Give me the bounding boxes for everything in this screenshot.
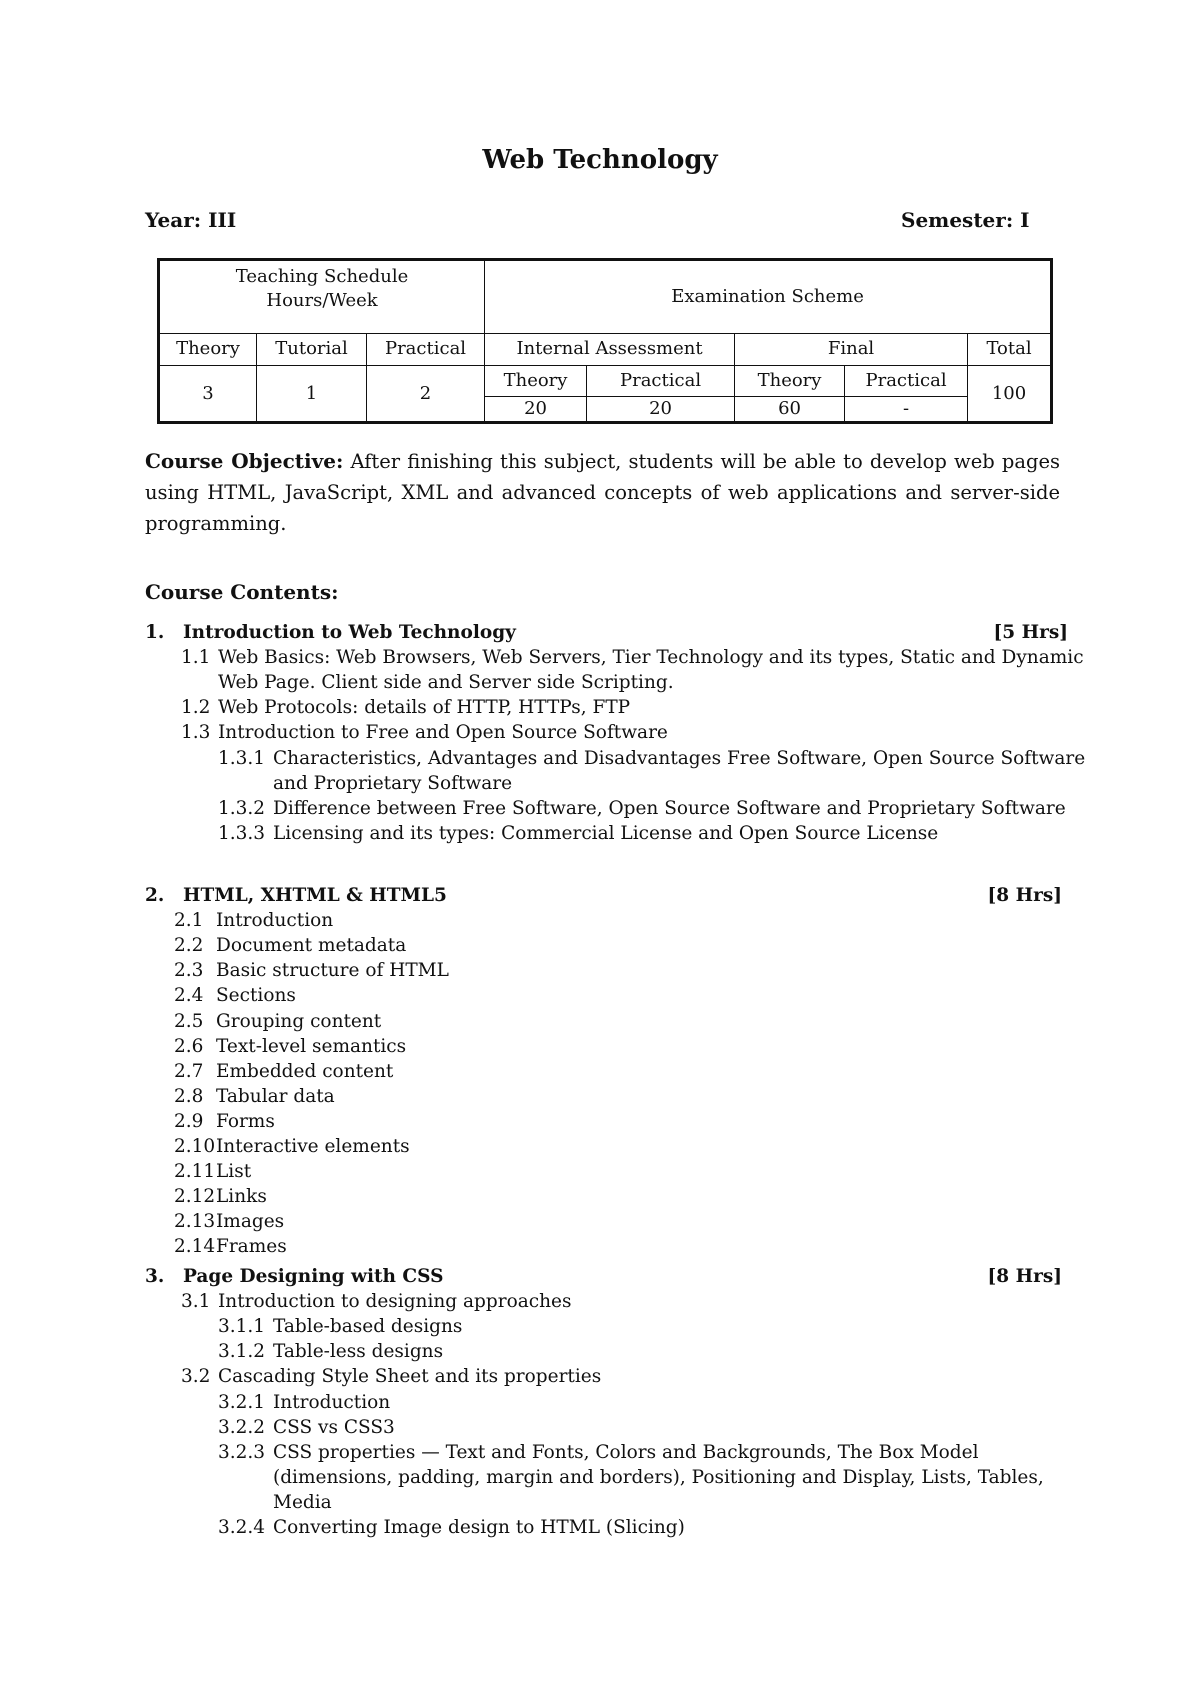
content-item [181,1364,601,1389]
content-item [218,1339,443,1364]
item-text: Tabular data [216,1085,335,1107]
item-text: Characteristics, Advantages and Disadvantages Free Software, Open Source Software [273,747,1086,769]
content-item [218,746,1085,771]
unit-number: 1. [145,622,165,643]
unit-hours: [8 Hrs] [987,885,1062,906]
content-item [218,1440,979,1465]
item-text: Table-based designs [273,1316,463,1338]
item-text: and Proprietary Software [273,772,513,794]
content-item [174,1209,284,1234]
course-objective-label: Course Objective: [145,449,344,473]
item-text: Introduction [273,1391,391,1413]
course-objective [145,446,1060,539]
item-text: Introduction to Free and Open Source Software [218,722,668,744]
item-number: 1.3 [181,722,211,744]
unit-hours: [8 Hrs] [987,1266,1062,1287]
internal-assessment-header: Internal Assessment [485,334,735,366]
course-objective-line-1: After finishing this subject, students will be able to develop web pages using [145,450,1060,504]
item-text: Media [273,1491,332,1513]
course-objective-line-3: programming. [145,512,287,535]
item-text: Links [216,1186,267,1208]
item-number: 3.1.2 [218,1341,266,1363]
item-text: Grouping content [216,1010,382,1032]
content-item [181,695,630,720]
content-item [174,1109,275,1134]
unit-heading [145,1264,443,1289]
tutorial-header: Tutorial [257,334,367,366]
item-number: 2.13 [174,1211,216,1233]
item-number: 3.1.1 [218,1316,266,1338]
content-item [174,1034,406,1059]
content-item [273,1465,1044,1490]
item-number: 3.2.3 [218,1441,266,1463]
item-number: 2.8 [174,1085,204,1107]
final-practical-header: Practical [845,366,968,397]
item-text: Images [216,1211,285,1233]
content-item [218,821,938,846]
content-item [273,771,512,796]
item-number: 2.7 [174,1060,204,1082]
content-item [174,908,333,933]
item-number: 3.2.1 [218,1391,266,1413]
item-number: 2.10 [174,1136,216,1157]
item-number: 3.1 [181,1291,211,1313]
content-item [181,720,668,745]
item-text: Document metadata [216,935,407,957]
content-item [174,983,296,1008]
content-item [174,1059,393,1084]
content-item [174,1234,287,1259]
theory-hours-cell: 3 [159,366,257,423]
page-title: Web Technology [482,145,718,175]
course-objective-line-2: HTML, JavaScript, XML and advanced concepts of web applications and server-side [207,481,1060,504]
year-label: Year: III [145,208,237,232]
course-contents-heading: Course Contents: [145,580,339,604]
content-item [174,1134,410,1159]
item-number: 2.12 [174,1186,216,1208]
item-text: Cascading Style Sheet and its properties [218,1366,602,1388]
total-marks-cell: 100 [968,366,1052,423]
item-text: Table-less designs [273,1341,444,1363]
item-text: Introduction to designing approaches [218,1291,572,1313]
item-text: Frames [216,1236,287,1258]
item-text: Interactive elements [216,1136,410,1157]
ia-theory-marks: 20 [485,397,587,423]
item-text: Licensing and its types: Commercial License and Open Source License [273,822,939,844]
unit-number: 2. [145,885,165,906]
item-number: 1.2 [181,697,211,719]
item-number: 2.9 [174,1110,204,1132]
content-item [181,1289,571,1314]
final-theory-marks: 60 [735,397,845,423]
item-number: 1.3.1 [218,747,266,769]
teaching-schedule-label: Teaching Schedule [235,266,409,287]
item-number: 2.6 [174,1035,204,1057]
content-item [218,1314,462,1339]
content-item [174,1084,335,1109]
hours-week-label: Hours/Week [266,290,378,312]
item-number: 2.11 [174,1161,216,1183]
examination-scheme-header: Examination Scheme [485,260,1052,334]
item-number: 2.14 [174,1236,216,1258]
unit-heading [145,620,516,645]
item-text: CSS properties — Text and Fonts, Colors and Backgrounds, The Box Model [273,1441,979,1463]
item-number: 2.4 [174,985,204,1007]
item-text: Sections [216,985,296,1007]
semester-label: Semester: I [901,208,1030,232]
unit-title: HTML, XHTML & HTML5 [183,885,447,906]
content-item [174,1009,381,1034]
item-number: 3.2.4 [218,1517,266,1538]
item-number: 1.3.3 [218,822,266,844]
item-text: Converting Image design to HTML (Slicing) [273,1517,685,1538]
practical-hours-cell: 2 [367,366,485,423]
content-item [218,1390,390,1415]
item-text: CSS vs CSS3 [273,1416,395,1438]
theory-header: Theory [159,334,257,366]
final-theory-header: Theory [735,366,845,397]
item-number: 2.5 [174,1010,204,1032]
item-text: Basic structure of HTML [216,960,449,982]
ia-practical-marks: 20 [587,397,735,423]
content-item [174,1184,267,1209]
item-text: Forms [216,1110,275,1132]
unit-title: Introduction to Web Technology [183,622,516,643]
unit-heading [145,883,447,908]
item-text: Text-level semantics [216,1035,407,1057]
content-item [218,1415,395,1440]
content-item [174,1159,251,1184]
item-number: 2.2 [174,935,204,957]
item-text: (dimensions, padding, margin and borders), Positioning and Display, Lists, Tables, [273,1466,1044,1488]
item-number: 1.1 [181,647,211,669]
item-text: Web Protocols: details of HTTP, HTTPs, FTP [218,697,631,719]
teaching-examination-table [157,258,1053,424]
content-item [174,933,406,958]
content-item [174,958,449,983]
practical-header: Practical [367,334,485,366]
content-item [273,1490,332,1515]
content-item [218,670,674,695]
item-text: List [216,1161,252,1183]
item-text: Difference between Free Software, Open Source Software and Proprietary Software [273,797,1066,819]
content-item [218,1515,685,1540]
ia-practical-header: Practical [587,366,735,397]
teaching-schedule-header [159,260,485,334]
item-number: 1.3.2 [218,797,266,819]
item-text: Web Basics: Web Browsers, Web Servers, Tier Technology and its types, Static and Dynamic [218,647,1084,669]
item-text: Web Page. Client side and Server side Scripting. [218,672,674,694]
final-header: Final [735,334,968,366]
item-number: 3.2.2 [218,1416,266,1438]
item-text: Embedded content [216,1060,394,1082]
item-number: 3.2 [181,1366,211,1388]
item-number: 2.3 [174,960,204,982]
unit-number: 3. [145,1266,165,1287]
total-header: Total [968,334,1052,366]
content-item [181,645,1084,670]
tutorial-hours-cell: 1 [257,366,367,423]
content-item [218,796,1066,821]
final-practical-marks: - [845,397,968,423]
item-number: 2.1 [174,910,204,932]
item-text: Introduction [216,910,334,932]
ia-theory-header: Theory [485,366,587,397]
unit-hours: [5 Hrs] [993,622,1068,643]
unit-title: Page Designing with CSS [183,1266,444,1287]
